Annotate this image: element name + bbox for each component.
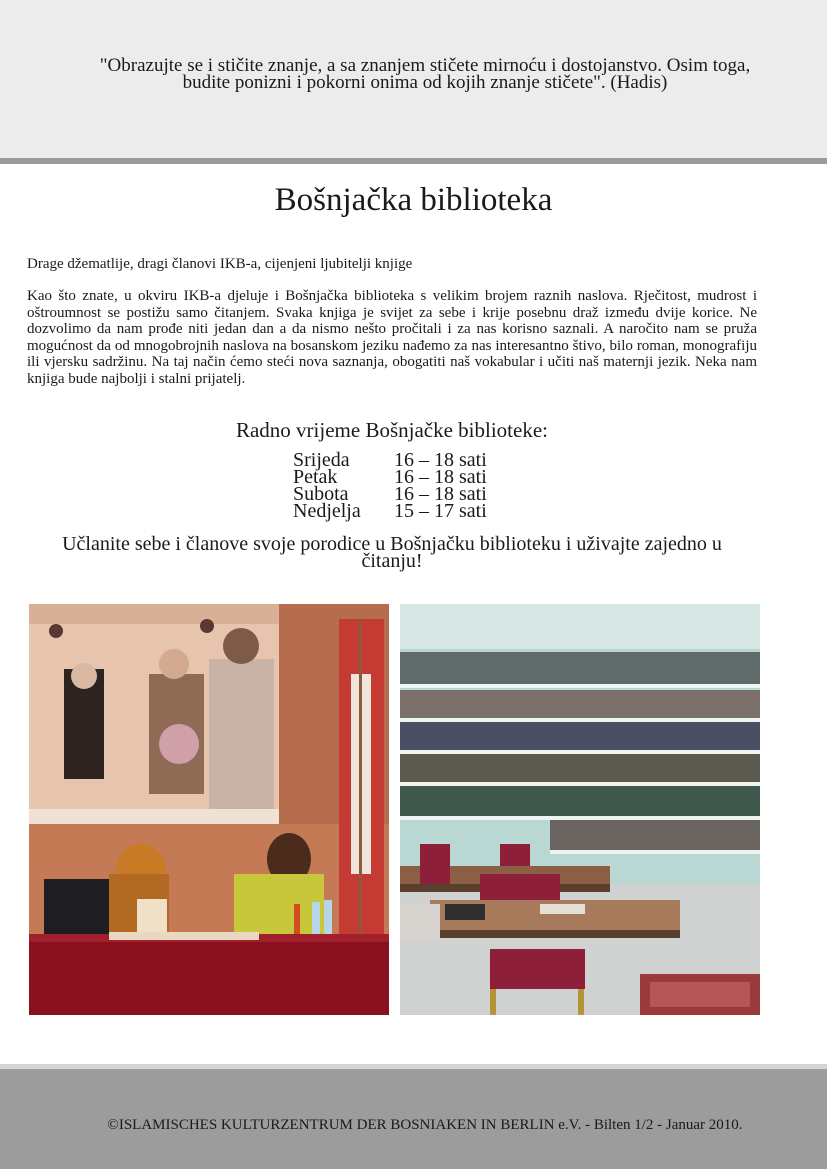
hours-day: Subota: [293, 483, 349, 505]
greeting-line: Drage džematlije, dragi članovi IKB-a, cijenjeni ljubitelji knjige: [27, 256, 413, 272]
hours-day: Petak: [293, 466, 338, 488]
article-body: Kao što znate, u okviru IKB-a djeluje i Bošnjačka biblioteka s velikim brojem raznih naslova. Rječitost, mudrost i oštroumnost se postižu samo čitanjem. Svaka knjiga je svijet za sebe i krije posebnu draž između dvije korice. Ne dozvolimo da nam prođe niti jedan dan a da nismo nešto pročitali i za nas korisno saznali. A naročito nam se pruža mogućnost da od mnogobrojnih naslova na bosanskom jeziku nađemo za nas interesantno štivo, bilo roman, monografiju ili vjersku sadržinu. Na taj način ćemo steći nova saznanja, obogatiti naš vokabular i učiti naš maternji jezik. Neka nam knjiga bude najbolji i stalni prijatelj.: [27, 288, 757, 387]
hours-time: 15 – 17 sati: [394, 500, 487, 522]
hours-time: 16 – 18 sati: [394, 466, 487, 488]
hadith-quote: "Obrazujte se i stičite znanje, a sa znanjem stičete mirnoću i dostojanstvo. Osim toga, budite ponizni i pokorni onima od kojih znanje stičete". (Hadis): [99, 55, 751, 93]
hours-day: Srijeda: [293, 449, 350, 471]
opening-hours-table: [293, 449, 487, 522]
page-title: Bošnjačka biblioteka: [274, 182, 553, 218]
header-divider: [0, 158, 827, 164]
event-photo: [29, 604, 389, 1015]
opening-hours-title: Radno vrijeme Bošnjačke biblioteke:: [235, 418, 548, 442]
library-photo: [400, 604, 760, 1015]
hours-day: Nedjelja: [293, 500, 361, 522]
hours-row: [293, 503, 487, 520]
hours-time: 16 – 18 sati: [394, 449, 487, 471]
hours-time: 16 – 18 sati: [394, 483, 487, 505]
membership-invite: Učlanite sebe i članove svoje porodice u Bošnjačku biblioteku i uživajte zajedno u čitanju!: [62, 533, 722, 572]
footer-copyright: ©ISLAMISCHES KULTURZENTRUM DER BOSNIAKEN IN BERLIN e.V. - Bilten 1/2 - Januar 2010.: [107, 1117, 743, 1133]
